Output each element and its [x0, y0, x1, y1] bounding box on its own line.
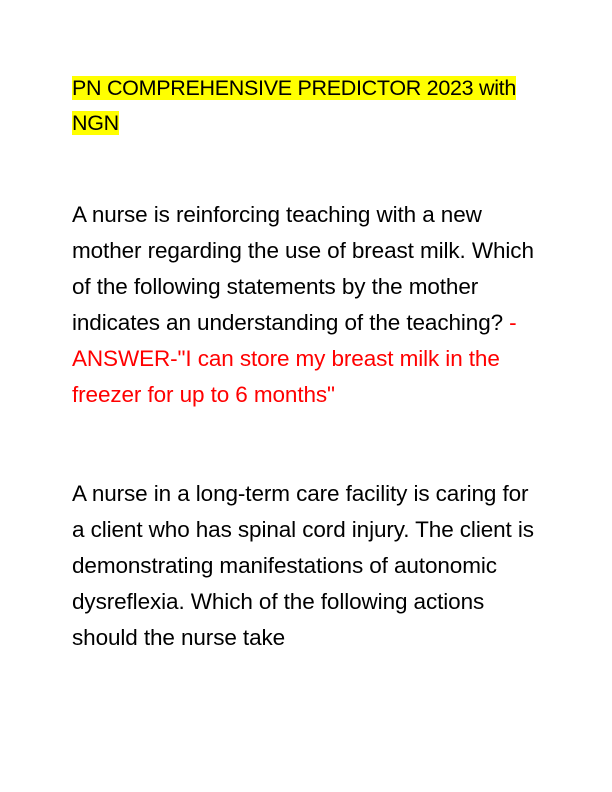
question-2-text: A nurse in a long-term care facility is caring for a client who has spinal cord injury. The client is demonstrating manifestations of autonomic dysreflexia. Which of the following actions should the nurse take [72, 481, 534, 650]
question-1-text: A nurse is reinforcing teaching with a new mother regarding the use of breast milk. Which of the following statements by the mother indicates an understanding of the teaching? [72, 202, 534, 335]
question-block-2 [72, 476, 542, 656]
document-title [72, 71, 542, 141]
document-title-highlight: PN COMPREHENSIVE PREDICTOR 2023 with NGN [72, 76, 517, 135]
question-1-answer: - ANSWER-"I can store my breast milk in the freezer for up to 6 months" [72, 310, 517, 407]
question-block-1 [72, 197, 542, 413]
